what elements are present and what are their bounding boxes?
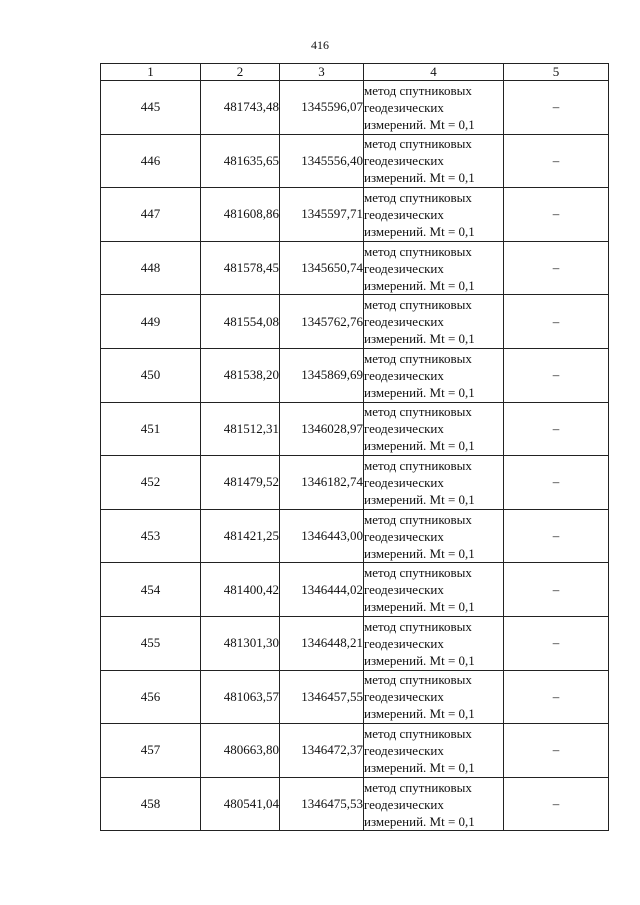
header-col-4: 4	[364, 64, 504, 81]
method-line: геодезических	[364, 206, 444, 222]
table-row	[101, 241, 609, 295]
note-cell: –	[504, 81, 609, 135]
method-line: метод спутниковых	[364, 136, 472, 152]
method-line: геодезических	[364, 153, 444, 169]
header-col-1: 1	[101, 64, 201, 81]
method-line: геодезических	[364, 635, 444, 651]
y-coordinate-cell: 1346443,00	[280, 509, 364, 563]
x-coordinate-cell: 481578,45	[201, 241, 280, 295]
method-line: метод спутниковых	[364, 350, 472, 366]
method-cell	[364, 134, 504, 188]
y-coordinate-cell: 1346457,55	[280, 670, 364, 724]
method-cell	[364, 241, 504, 295]
y-coordinate-cell: 1345597,71	[280, 188, 364, 242]
point-number-cell: 446	[101, 134, 201, 188]
x-coordinate-cell: 481063,57	[201, 670, 280, 724]
method-line: измерений. Mt = 0,1	[364, 331, 475, 347]
method-line: геодезических	[364, 421, 444, 437]
method-line: метод спутниковых	[364, 672, 472, 688]
point-number-cell: 455	[101, 616, 201, 670]
note-cell: –	[504, 670, 609, 724]
table-row	[101, 456, 609, 510]
method-cell	[364, 616, 504, 670]
method-cell	[364, 456, 504, 510]
method-cell	[364, 509, 504, 563]
note-cell: –	[504, 616, 609, 670]
method-line: измерений. Mt = 0,1	[364, 170, 475, 186]
y-coordinate-cell: 1345762,76	[280, 295, 364, 349]
y-coordinate-cell: 1346475,53	[280, 777, 364, 831]
method-line: измерений. Mt = 0,1	[364, 491, 475, 507]
x-coordinate-cell: 481512,31	[201, 402, 280, 456]
method-cell	[364, 670, 504, 724]
y-coordinate-cell: 1345596,07	[280, 81, 364, 135]
y-coordinate-cell: 1345869,69	[280, 348, 364, 402]
method-line: геодезических	[364, 314, 444, 330]
point-number-cell: 453	[101, 509, 201, 563]
note-cell: –	[504, 241, 609, 295]
method-line: метод спутниковых	[364, 457, 472, 473]
x-coordinate-cell: 481554,08	[201, 295, 280, 349]
note-cell: –	[504, 295, 609, 349]
method-line: измерений. Mt = 0,1	[364, 223, 475, 239]
y-coordinate-cell: 1346028,97	[280, 402, 364, 456]
y-coordinate-cell: 1346448,21	[280, 616, 364, 670]
x-coordinate-cell: 481421,25	[201, 509, 280, 563]
point-number-cell: 447	[101, 188, 201, 242]
method-cell	[364, 724, 504, 778]
method-line: измерений. Mt = 0,1	[364, 599, 475, 615]
table-row	[101, 670, 609, 724]
x-coordinate-cell: 481743,48	[201, 81, 280, 135]
method-line: метод спутниковых	[364, 565, 472, 581]
point-number-cell: 449	[101, 295, 201, 349]
y-coordinate-cell: 1346472,37	[280, 724, 364, 778]
x-coordinate-cell: 480663,80	[201, 724, 280, 778]
method-cell	[364, 777, 504, 831]
method-line: метод спутниковых	[364, 404, 472, 420]
method-cell	[364, 188, 504, 242]
header-col-3: 3	[280, 64, 364, 81]
x-coordinate-cell: 481608,86	[201, 188, 280, 242]
method-line: геодезических	[364, 260, 444, 276]
table-row	[101, 724, 609, 778]
coordinates-table	[100, 63, 609, 831]
point-number-cell: 456	[101, 670, 201, 724]
method-line: метод спутниковых	[364, 243, 472, 259]
method-line: метод спутниковых	[364, 779, 472, 795]
x-coordinate-cell: 481400,42	[201, 563, 280, 617]
method-line: измерений. Mt = 0,1	[364, 813, 475, 829]
point-number-cell: 454	[101, 563, 201, 617]
x-coordinate-cell: 481538,20	[201, 348, 280, 402]
table-header-row	[101, 64, 609, 81]
method-line: геодезических	[364, 99, 444, 115]
method-line: геодезических	[364, 796, 444, 812]
point-number-cell: 458	[101, 777, 201, 831]
note-cell: –	[504, 563, 609, 617]
header-col-2: 2	[201, 64, 280, 81]
method-cell	[364, 348, 504, 402]
table-row	[101, 563, 609, 617]
note-cell: –	[504, 724, 609, 778]
method-line: метод спутниковых	[364, 82, 472, 98]
method-line: измерений. Mt = 0,1	[364, 277, 475, 293]
method-line: измерений. Mt = 0,1	[364, 384, 475, 400]
table-row	[101, 402, 609, 456]
table-row	[101, 509, 609, 563]
header-col-5: 5	[504, 64, 609, 81]
method-line: геодезических	[364, 582, 444, 598]
page-number: 416	[311, 38, 329, 52]
method-cell	[364, 295, 504, 349]
method-line: геодезических	[364, 689, 444, 705]
note-cell: –	[504, 134, 609, 188]
point-number-cell: 457	[101, 724, 201, 778]
method-cell	[364, 563, 504, 617]
method-line: геодезических	[364, 528, 444, 544]
point-number-cell: 450	[101, 348, 201, 402]
method-line: измерений. Mt = 0,1	[364, 545, 475, 561]
method-line: метод спутниковых	[364, 297, 472, 313]
note-cell: –	[504, 188, 609, 242]
point-number-cell: 445	[101, 81, 201, 135]
y-coordinate-cell: 1346182,74	[280, 456, 364, 510]
y-coordinate-cell: 1345650,74	[280, 241, 364, 295]
method-line: измерений. Mt = 0,1	[364, 759, 475, 775]
point-number-cell: 452	[101, 456, 201, 510]
method-line: метод спутниковых	[364, 618, 472, 634]
table-row	[101, 81, 609, 135]
method-cell	[364, 402, 504, 456]
method-line: геодезических	[364, 742, 444, 758]
x-coordinate-cell: 481479,52	[201, 456, 280, 510]
method-line: измерений. Mt = 0,1	[364, 706, 475, 722]
x-coordinate-cell: 481635,65	[201, 134, 280, 188]
note-cell: –	[504, 509, 609, 563]
method-line: метод спутниковых	[364, 511, 472, 527]
point-number-cell: 451	[101, 402, 201, 456]
x-coordinate-cell: 480541,04	[201, 777, 280, 831]
x-coordinate-cell: 481301,30	[201, 616, 280, 670]
method-line: геодезических	[364, 367, 444, 383]
method-line: измерений. Mt = 0,1	[364, 652, 475, 668]
note-cell: –	[504, 348, 609, 402]
y-coordinate-cell: 1345556,40	[280, 134, 364, 188]
table-row	[101, 188, 609, 242]
method-line: метод спутниковых	[364, 725, 472, 741]
method-line: метод спутниковых	[364, 189, 472, 205]
method-line: измерений. Mt = 0,1	[364, 116, 475, 132]
table-row	[101, 348, 609, 402]
note-cell: –	[504, 777, 609, 831]
method-line: измерений. Mt = 0,1	[364, 438, 475, 454]
table-row	[101, 134, 609, 188]
note-cell: –	[504, 402, 609, 456]
method-cell	[364, 81, 504, 135]
y-coordinate-cell: 1346444,02	[280, 563, 364, 617]
note-cell: –	[504, 456, 609, 510]
table-row	[101, 616, 609, 670]
method-line: геодезических	[364, 474, 444, 490]
table-row	[101, 777, 609, 831]
table-body	[101, 81, 609, 831]
point-number-cell: 448	[101, 241, 201, 295]
table-row	[101, 295, 609, 349]
